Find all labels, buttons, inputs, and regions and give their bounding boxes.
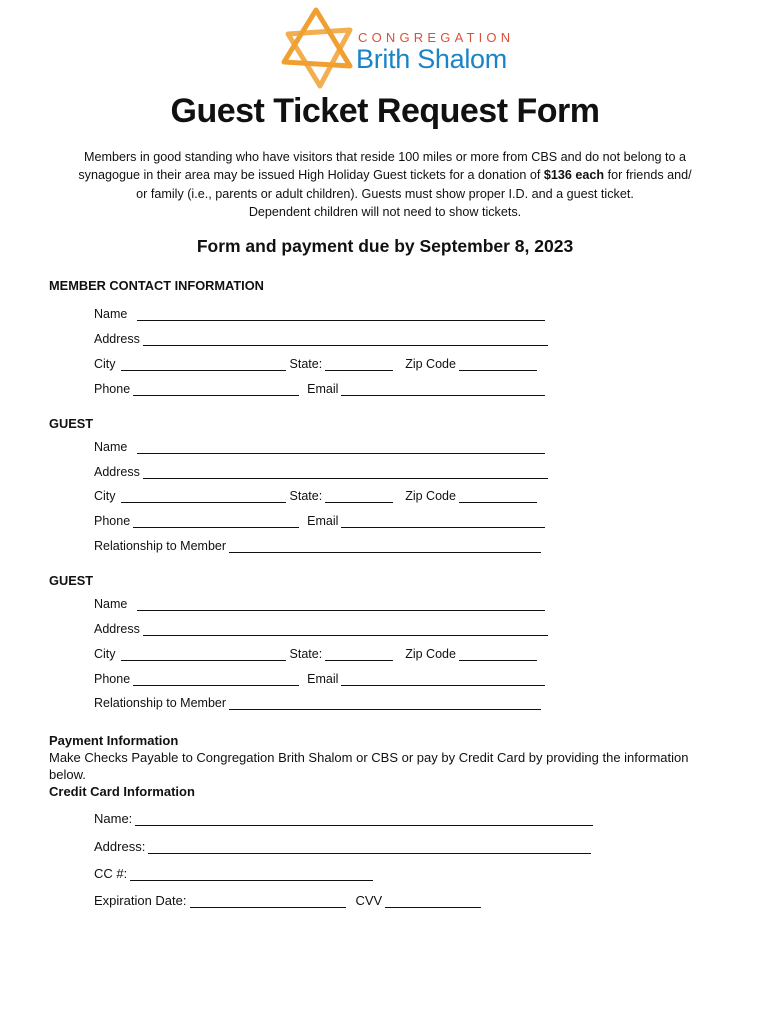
guest2-relationship-row (94, 690, 541, 710)
member-address-row (94, 326, 548, 346)
guest1-relationship-row (94, 533, 541, 553)
guest1-city-row (94, 483, 537, 503)
member-name-label: Name (94, 307, 128, 321)
guest1-relationship-label: Relationship to Member (94, 539, 227, 553)
intro-line3: or family (i.e., parents or adult children). Guests must show proper I.D. and a guest ticket. (136, 186, 634, 201)
guest1-address-row (94, 459, 548, 479)
member-city-label: City (94, 357, 116, 371)
cc-exp-field[interactable] (190, 893, 346, 908)
guest2-zip-label: Zip Code (405, 647, 456, 661)
logo-line2: Brith Shalom (356, 44, 507, 74)
payment-heading: Payment Information (49, 733, 179, 748)
guest2-zip-field[interactable] (459, 646, 537, 661)
intro-text (40, 148, 730, 221)
cc-number-row (94, 861, 373, 881)
page-title: Guest Ticket Request Form (170, 92, 600, 130)
guest1-heading: GUEST (49, 416, 94, 431)
guest2-name-label: Name (94, 597, 128, 611)
donation-amount: $136 each (543, 168, 605, 183)
logo (280, 4, 530, 90)
member-name-field[interactable] (137, 306, 545, 321)
guest1-state-field[interactable] (325, 488, 393, 503)
cc-cvv-field[interactable] (385, 893, 481, 908)
member-city-row (94, 351, 537, 371)
cc-exp-label: Expiration Date: (94, 893, 187, 908)
cc-heading: Credit Card Information (49, 784, 195, 799)
guest2-city-field[interactable] (121, 646, 286, 661)
guest1-phone-field[interactable] (133, 513, 299, 528)
member-city-field[interactable] (121, 356, 286, 371)
member-heading: MEMBER CONTACT INFORMATION (49, 278, 264, 293)
logo-line1: CONGREGATION (358, 30, 515, 45)
guest1-name-row (94, 434, 545, 454)
guest2-state-label: State: (289, 647, 323, 661)
member-state-label: State: (289, 357, 323, 371)
member-phone-field[interactable] (133, 381, 299, 396)
guest2-heading: GUEST (49, 573, 94, 588)
guest1-city-label: City (94, 489, 116, 503)
due-date: Form and payment due by September 8, 2023 (196, 236, 574, 256)
guest2-state-field[interactable] (325, 646, 393, 661)
guest2-address-field[interactable] (143, 621, 548, 636)
intro-line1: Members in good standing who have visitors that reside 100 miles or more from CBS and do not belong to a (83, 150, 687, 164)
guest1-phone-label: Phone (94, 514, 131, 528)
guest1-zip-field[interactable] (459, 488, 537, 503)
guest2-email-field[interactable] (341, 671, 545, 686)
guest1-phone-row (94, 508, 545, 528)
cc-exp-row (94, 888, 481, 908)
payment-text-line2: below. (49, 767, 86, 782)
guest1-address-field[interactable] (143, 464, 548, 479)
guest1-zip-label: Zip Code (405, 489, 456, 503)
intro-line2-start: synagogue in their area may be issued High Holiday Guest tickets for a donation of (78, 168, 544, 183)
guest2-address-label: Address (94, 622, 140, 636)
cc-address-field[interactable] (148, 839, 591, 854)
guest1-state-label: State: (289, 489, 323, 503)
guest1-name-label: Name (94, 440, 128, 454)
guest2-relationship-field[interactable] (229, 695, 541, 710)
guest2-relationship-label: Relationship to Member (94, 696, 227, 710)
guest1-relationship-field[interactable] (229, 538, 541, 553)
guest1-name-field[interactable] (137, 439, 545, 454)
intro-line2 (40, 166, 730, 184)
cc-number-label: CC #: (94, 866, 128, 881)
member-address-field[interactable] (143, 331, 548, 346)
member-zip-label: Zip Code (405, 357, 456, 371)
guest2-phone-label: Phone (94, 672, 131, 686)
guest1-address-label: Address (94, 465, 140, 479)
cc-name-field[interactable] (135, 811, 593, 826)
payment-section (49, 732, 749, 800)
member-zip-field[interactable] (459, 356, 537, 371)
star-of-david-icon (280, 4, 358, 90)
guest2-address-row (94, 616, 548, 636)
intro-line2-end: for friends and/ (604, 168, 692, 183)
intro-line4: Dependent children will not need to show tickets. (248, 204, 522, 219)
guest2-city-label: City (94, 647, 116, 661)
guest1-email-label: Email (307, 514, 339, 528)
guest2-phone-field[interactable] (133, 671, 299, 686)
cc-address-label: Address: (94, 839, 146, 854)
cc-name-row (94, 806, 593, 826)
cc-number-field[interactable] (130, 866, 373, 881)
cc-cvv-label: CVV (355, 893, 383, 908)
member-address-label: Address (94, 332, 140, 346)
member-email-label: Email (307, 382, 339, 396)
member-state-field[interactable] (325, 356, 393, 371)
cc-name-label: Name: (94, 811, 133, 826)
cc-address-row (94, 834, 591, 854)
member-phone-row (94, 376, 545, 396)
guest1-email-field[interactable] (341, 513, 545, 528)
guest2-name-row (94, 591, 545, 611)
guest2-name-field[interactable] (137, 596, 545, 611)
guest1-city-field[interactable] (121, 488, 286, 503)
member-name-row (94, 301, 545, 321)
member-phone-label: Phone (94, 382, 131, 396)
guest2-email-label: Email (307, 672, 339, 686)
guest2-city-row (94, 641, 537, 661)
payment-text-line1: Make Checks Payable to Congregation Brith Shalom or CBS or pay by Credit Card by providing the information (49, 750, 689, 765)
guest2-phone-row (94, 666, 545, 686)
member-email-field[interactable] (341, 381, 545, 396)
